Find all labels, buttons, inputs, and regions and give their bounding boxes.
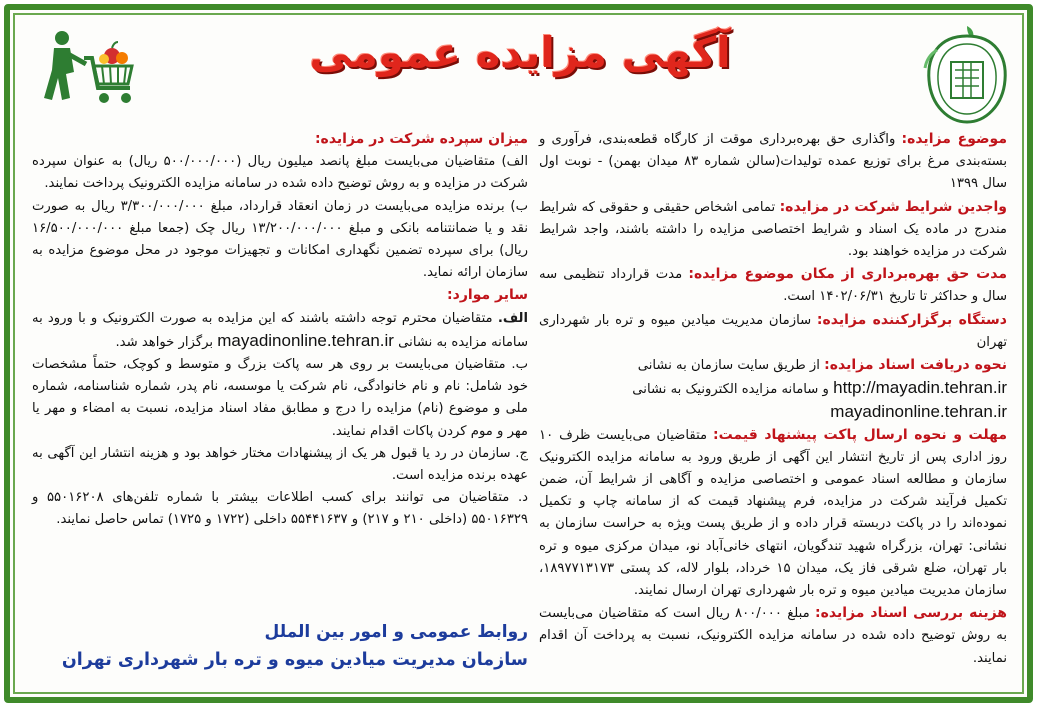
documents-paragraph	[539, 354, 1007, 377]
documents-url-b-line	[539, 401, 1007, 423]
subject-paragraph	[539, 128, 1007, 196]
other-label: سایر موارد:	[447, 287, 528, 304]
deadline-paragraph	[539, 424, 1007, 603]
deposit-item-b: ب) برنده مزایده می‌بایست در زمان انعقاد قرارداد، مبلغ ۳/۳۰۰/۰۰۰/۰۰۰ ریال به صورت نقد و یا ضمانتنامه بانکی و مبلغ ۱۳/۲۰۰/۰۰۰/۰۰۰ ریال چک (جمعا مبلغ ۱۶/۵۰۰/۰۰۰/۰۰۰ ریال) برای سپرده تضمین نگهداری امکانات و تجهیزات موجود در محل موضوع مزایده به سازمان ارائه نماید.	[32, 198, 528, 281]
footer-line-1: روابط عمومی و امور بین الملل	[264, 622, 528, 642]
other-item-a	[32, 308, 528, 354]
other-item-a-url[interactable]: mayadinonline.tehran.ir	[217, 330, 394, 350]
duration-paragraph	[539, 263, 1007, 308]
left-column	[32, 128, 528, 532]
other-item-d: د. متقاضیان می توانند برای کسب اطلاعات بیشتر با شماره تلفن‌های ۵۵۰۱۶۲۰۸ و ۵۵۰۱۶۳۲۹ (داخلی ۲۱۰ و ۲۱۷) و ۵۵۴۴۱۶۳۷ داخلی (۱۷۲۲ و ۱۷۲۵) تماس حاصل نمایند.	[32, 490, 529, 528]
ad-title: آگهی مزایده عمومی	[309, 28, 731, 77]
subject-label: موضوع مزایده:	[901, 131, 1007, 147]
person-pushing-fruit-cart-icon	[40, 28, 136, 114]
deposit-item-a: الف) متقاضیان می‌بایست مبلغ پانصد میلیون ریال (۵۰۰/۰۰۰/۰۰۰ ریال) به عنوان سپرده شرکت در مزایده و به روش توضیح داده شده در سامانه مزایده الکترونیک پرداخت نمایند.	[32, 154, 528, 192]
documents-label: نحوه دریافت اسناد مزایده:	[824, 357, 1007, 374]
doc-fee-paragraph	[539, 602, 1007, 670]
organizer-paragraph	[539, 309, 1007, 354]
conditions-label: واجدین شرایط شرکت در مزایده:	[779, 198, 1007, 215]
documents-text-a: از طریق سایت سازمان به نشانی	[637, 358, 825, 374]
documents-url-b[interactable]: mayadinonline.tehran.ir	[830, 402, 1007, 422]
other-item-a-label: الف.	[497, 310, 528, 326]
documents-urls	[539, 377, 1007, 401]
footer-signature	[32, 618, 528, 674]
conditions-paragraph	[539, 196, 1007, 264]
deadline-text: متقاضیان می‌بایست ظرف ۱۰ روز اداری پس از تاریخ انتشار این آگهی از طریق ورود به سامانه مزایده الکترونیک سازمان و مطالعه اسناد عمومی و اختصاصی مزایده و آگاهی از شرایط آن، ضمن تکمیل فرآیند شرکت در مزایده، فرم پیشنهاد قیمت که از سامانه چاپ و تکمیل نموده‌اند را در پاکت دربسته قرار داده و از طریق پست ویژه به حراست سازمان به نشانی: تهران، بزرگراه شهید تندگویان، انتهای خانی‌آباد نو، میدان مرکزی میوه و تره بار تهران، ضلع شرقی فاز یک، میدان ۱۵ خرداد، بلوار لاله، کد پستی ۱۸۹۷۷۱۳۱۷۳، سازمان مدیریت میادین میوه و تره بار شهرداری تهران ارسال نمایند.	[539, 427, 1007, 599]
duration-text: مدت قرارداد تنظیمی سه سال و حداکثر تا تاریخ ۱۴۰۲/۰۶/۳۱ است.	[539, 267, 1007, 305]
right-column	[539, 128, 1007, 670]
footer-line-2: سازمان مدیریت میادین میوه و تره بار شهرداری تهران	[61, 650, 528, 670]
conditions-text: تمامی اشخاص حقیقی و حقوقی که شرایط مندرج در ماده یک اسناد و شرایط اختصاصی مزایده را داشته باشند، واجد شرایط شرکت در مزایده خواهند بود.	[539, 199, 1007, 260]
deposit-label: میزان سپرده شرکت در مزایده:	[314, 131, 528, 147]
organizer-label: دستگاه برگزارکننده مزایده:	[816, 311, 1007, 328]
other-item-c: ج. سازمان در رد یا قبول هر یک از پیشنهادات مختار خواهد بود و هزینه انتشار این آگهی به عهده برنده مزایده است.	[32, 445, 528, 484]
doc-fee-label: هزینه بررسی اسناد مزایده:	[815, 605, 1008, 622]
organizer-text: سازمان مدیریت میادین میوه و تره بار شهرداری تهران	[539, 312, 1007, 350]
documents-text-b: و سامانه مزایده الکترونیک به نشانی	[632, 382, 834, 398]
other-heading	[32, 284, 528, 307]
subject-text: واگذاری حق بهره‌برداری موقت از کارگاه قطعه‌بندی، فرآوری و بسته‌بندی مرغ برای توزیع عمده تولیدات(سالن شماره ۸۳ میدان بهمن) - نوبت اول سال ۱۳۹۹	[539, 132, 1008, 192]
other-item-a-text: متقاضیان محترم توجه داشته باشند که این مزایده به صورت الکترونیک و با ورود به سامانه مزایده به نشانی	[32, 310, 528, 350]
duration-label: مدت حق بهره‌برداری از مکان موضوع مزایده:	[688, 266, 1007, 283]
doc-fee-text: مبلغ ۸۰۰/۰۰۰ ریال است که متقاضیان می‌بایست به روش توضیح داده شده در سامانه مزایده الکترونیک، نسبت به پرداخت آن اقدام نمایند.	[539, 606, 1007, 666]
deposit-heading	[32, 128, 528, 151]
other-item-b: ب. متقاضیان می‌بایست بر روی هر سه پاکت بزرگ و متوسط و کوچک، حتماً مشخصات خود شامل: نام و نام خانوادگی، نام شرکت یا موسسه، نام پدر، شماره شناسنامه، شماره ملی و موضوع (نام) مزایده را درج و مطابق مفاد اسناد مزایده، نسبت به امضاء و مهر یا مهر و موم کردن پاکات اقدام نمایند.	[32, 357, 528, 439]
documents-url-a[interactable]: http://mayadin.tehran.ir	[833, 378, 1007, 398]
deadline-label: مهلت و نحوه ارسال پاکت پیشنهاد قیمت:	[713, 426, 1008, 443]
other-item-a-tail: برگزار خواهد شد.	[115, 334, 218, 350]
tehran-municipality-logo	[919, 22, 1015, 126]
